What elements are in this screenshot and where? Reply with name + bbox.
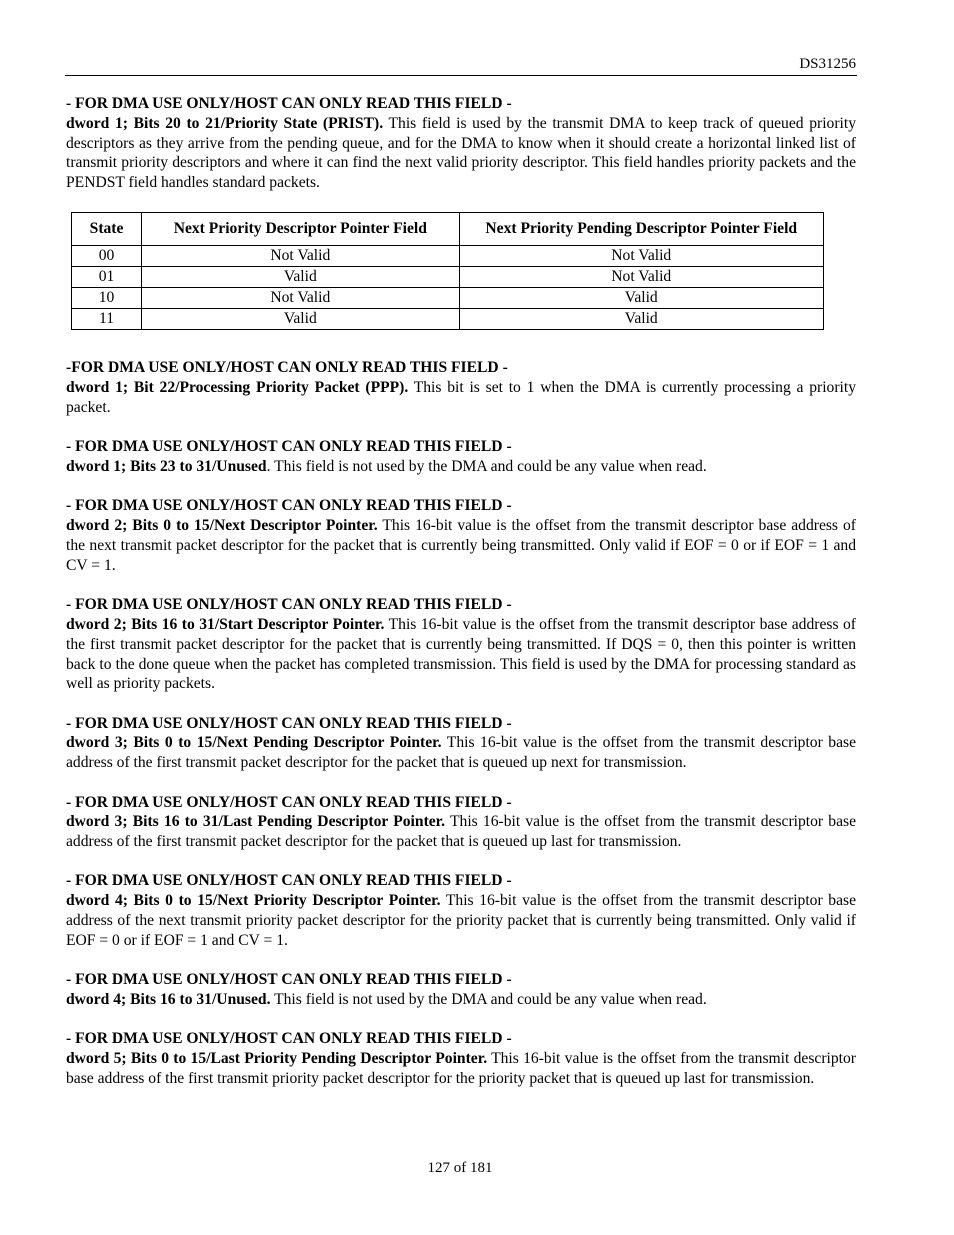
field-paragraph	[66, 990, 856, 1010]
field-text: This 16-bit value is the offset from the transmit descriptor base address of the next transmit packet descriptor for the packet that is currently being transmitted. Only valid if EOF = 0 or if EOF = 1 and CV = 1.	[66, 517, 856, 574]
field-text: This 16-bit value is the offset from the transmit descriptor base address of the first transmit packet descriptor for the packet that is queued up last for transmission.	[66, 813, 856, 851]
column-header-next-priority-pending-descriptor: Next Priority Pending Descriptor Pointer Field	[459, 213, 824, 246]
field-title: dword 2; Bits 16 to 31/Start Descriptor Pointer.	[66, 615, 385, 633]
table-cell: 10	[72, 288, 142, 309]
column-header-next-priority-descriptor: Next Priority Descriptor Pointer Field	[142, 213, 459, 246]
table-cell: Valid	[142, 267, 459, 288]
dma-only-warning: - FOR DMA USE ONLY/HOST CAN ONLY READ THIS FIELD -	[66, 793, 512, 811]
field-title: dword 1; Bits 20 to 21/Priority State (PRIST).	[66, 114, 384, 132]
field-paragraph	[66, 812, 856, 852]
table-cell: Valid	[459, 309, 824, 330]
dma-only-warning: - FOR DMA USE ONLY/HOST CAN ONLY READ THIS FIELD -	[66, 497, 512, 515]
field-description-dword1-unused	[66, 437, 856, 477]
field-paragraph	[66, 516, 856, 575]
table-cell: 01	[72, 267, 142, 288]
field-text: This bit is set to 1 when the DMA is currently processing a priority packet.	[66, 379, 857, 417]
field-paragraph	[66, 378, 856, 418]
table-cell: Not Valid	[459, 267, 824, 288]
field-paragraph	[66, 457, 856, 477]
column-header-state: State	[72, 213, 142, 246]
field-title: dword 4; Bits 16 to 31/Unused.	[66, 990, 271, 1008]
field-description-prist	[66, 94, 856, 193]
dma-only-warning: - FOR DMA USE ONLY/HOST CAN ONLY READ THIS FIELD -	[66, 596, 512, 614]
field-paragraph	[66, 615, 856, 694]
table-cell: Not Valid	[142, 288, 459, 309]
field-paragraph	[66, 1049, 856, 1089]
field-description-start-descriptor-pointer	[66, 595, 856, 694]
field-title: dword 4; Bits 0 to 15/Next Priority Descriptor Pointer.	[66, 892, 441, 910]
table-row	[72, 288, 824, 309]
field-description-last-priority-pending-descriptor-pointer	[66, 1029, 856, 1088]
document-id: DS31256	[799, 56, 856, 72]
field-text: This 16-bit value is the offset from the transmit descriptor base address of the first transmit priority packet descriptor for the priority packet that is queued up last for transmission.	[66, 1050, 856, 1087]
field-text: . This field is not used by the DMA and could be any value when read.	[266, 458, 707, 476]
field-text: This field is not used by the DMA and could be any value when read.	[270, 990, 707, 1008]
field-description-last-pending-descriptor-pointer	[66, 793, 856, 852]
field-text: This field is used by the transmit DMA to keep track of queued priority descriptors as they arrive from the pending queue, and for the DMA to know when it should create a horizontal linked list of transmit priority descriptors and where it can find the next valid priority descriptor. This field handles priority packets and the PENDST field handles standard packets.	[66, 114, 856, 192]
table-cell: Not Valid	[459, 246, 824, 267]
page-content	[66, 94, 856, 1108]
table-row	[72, 267, 824, 288]
field-description-next-priority-descriptor-pointer	[66, 871, 856, 950]
field-text: This 16-bit value is the offset from the transmit descriptor base address of the first transmit packet descriptor for the packet that is currently being transmitted. If DQS = 0, then this pointer is written back to the done queue when the packet has completed transmission. This field is used by the DMA for processing standard as well as priority packets.	[66, 615, 856, 693]
field-description-next-pending-descriptor-pointer	[66, 714, 856, 773]
page-number: 127 of 181	[427, 1160, 493, 1176]
field-description-next-descriptor-pointer	[66, 496, 856, 575]
field-text: This 16-bit value is the offset from the transmit descriptor base address of the first transmit packet descriptor for the packet that is queued up next for transmission.	[66, 734, 857, 772]
table-row	[72, 246, 824, 267]
field-text: This 16-bit value is the offset from the transmit descriptor base address of the next transmit priority packet descriptor for the priority packet that is currently being transmitted. Only valid if EOF = 0 or if EOF = 1 and CV = 1.	[66, 892, 856, 949]
table-cell: 11	[72, 309, 142, 330]
field-paragraph	[66, 891, 856, 950]
field-title: dword 1; Bits 23 to 31/Unused	[66, 458, 267, 476]
dma-only-warning: - FOR DMA USE ONLY/HOST CAN ONLY READ THIS FIELD -	[66, 438, 512, 456]
table-row	[72, 309, 824, 330]
field-description-dword4-unused	[66, 970, 856, 1010]
table-header-row	[72, 213, 824, 246]
field-title: dword 5; Bits 0 to 15/Last Priority Pending Descriptor Pointer.	[66, 1050, 488, 1067]
field-description-ppp	[66, 358, 856, 417]
dma-only-warning: - FOR DMA USE ONLY/HOST CAN ONLY READ THIS FIELD -	[66, 714, 512, 732]
header-rule	[65, 75, 857, 76]
priority-state-table	[71, 212, 824, 330]
dma-only-warning: - FOR DMA USE ONLY/HOST CAN ONLY READ THIS FIELD -	[66, 1030, 512, 1048]
field-title: dword 3; Bits 0 to 15/Next Pending Descriptor Pointer.	[66, 734, 442, 752]
field-paragraph	[66, 114, 856, 193]
table-cell: Valid	[142, 309, 459, 330]
field-title: dword 1; Bit 22/Processing Priority Packet (PPP).	[66, 379, 409, 397]
dma-only-warning: - FOR DMA USE ONLY/HOST CAN ONLY READ THIS FIELD -	[66, 971, 512, 989]
table-cell: Valid	[459, 288, 824, 309]
field-title: dword 3; Bits 16 to 31/Last Pending Descriptor Pointer.	[66, 813, 446, 831]
field-paragraph	[66, 733, 856, 773]
dma-only-warning: - FOR DMA USE ONLY/HOST CAN ONLY READ THIS FIELD -	[66, 95, 512, 112]
table-cell: 00	[72, 246, 142, 267]
dma-only-warning: -FOR DMA USE ONLY/HOST CAN ONLY READ THIS FIELD -	[66, 359, 508, 377]
table-cell: Not Valid	[142, 246, 459, 267]
dma-only-warning: - FOR DMA USE ONLY/HOST CAN ONLY READ THIS FIELD -	[66, 872, 512, 890]
field-title: dword 2; Bits 0 to 15/Next Descriptor Pointer.	[66, 517, 378, 535]
